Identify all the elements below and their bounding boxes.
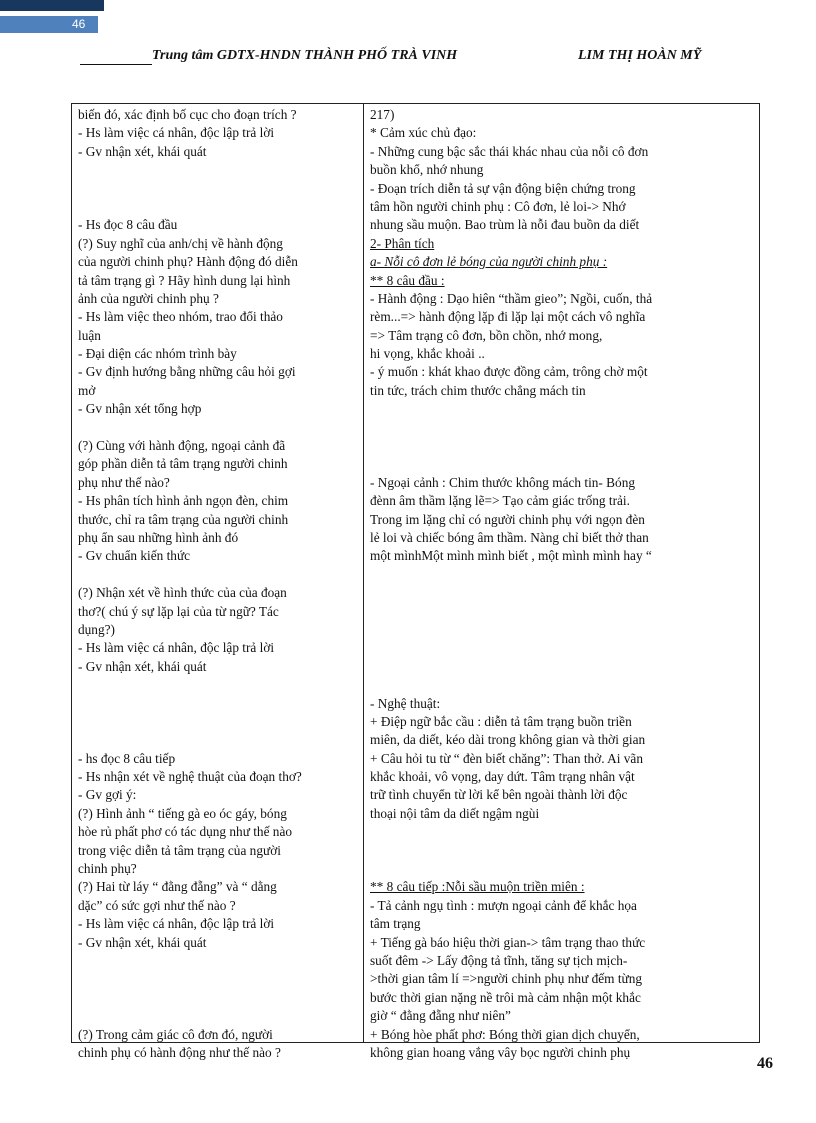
text-line	[78, 695, 360, 713]
text-line: - Hs làm việc cá nhân, độc lập trả lời	[78, 916, 275, 932]
text-line: góp phần diễn tả tâm trạng người chinh	[78, 456, 288, 472]
text-line: - Gv nhận xét, khái quát	[78, 934, 207, 950]
text-line: Trong im lặng chỉ có người chinh phụ với ngọn đèn	[370, 511, 645, 527]
text-line: tin tức, trách chim thước chẳng mách tin	[370, 382, 586, 398]
text-line: - Nghệ thuật:	[370, 695, 441, 711]
text-line	[78, 198, 360, 216]
text-line	[370, 419, 756, 437]
text-line: + Tiếng gà báo hiệu thời gian-> tâm trạng thao thức	[370, 934, 646, 950]
text-line: mở	[78, 382, 96, 398]
text-line: đènn âm thầm lặng lẽ=> Tạo cảm giác trống trải.	[370, 493, 630, 509]
text-line: buồn khổ, nhớ nhung	[370, 162, 484, 178]
lesson-table	[71, 103, 760, 1060]
text-line	[78, 419, 360, 437]
text-line	[78, 713, 360, 731]
text-line: của người chinh phụ? Hành động đó diễn	[78, 254, 298, 270]
text-line: - Những cung bậc sắc thái khác nhau của nỗi cô đơn	[370, 143, 649, 159]
text-line: luận	[78, 327, 101, 343]
text-line: - Hành động : Dạo hiên “thầm gieo”; Ngồi, cuốn, thả	[370, 290, 653, 306]
text-line: không gian hoang vắng vây bọc người chinh phụ	[370, 1044, 631, 1060]
text-line: thoại nội tâm da diết ngậm ngùi	[370, 805, 540, 821]
text-line: ảnh của người chinh phụ ?	[78, 290, 219, 306]
text-line: hi vọng, khắc khoải ..	[370, 346, 485, 362]
text-line	[78, 989, 360, 1007]
text-line: tả tâm trạng gì ? Hãy hình dung lại hình	[78, 272, 291, 288]
text-line	[370, 584, 756, 602]
text-line: - Đại diện các nhóm trình bày	[78, 346, 237, 362]
text-line: một mìnhMột mình mình biết , một mình mình hay “	[370, 548, 652, 564]
text-line: - Tả cảnh ngụ tình : mượn ngoại cảnh để khắc họa	[370, 897, 637, 913]
text-line: dặc” có sức gợi như thế nào ?	[78, 897, 236, 913]
text-line: nhung sầu muộn. Bao trùm là nỗi đau buồn da diết	[370, 217, 640, 233]
text-line	[370, 676, 756, 694]
text-line: >thời gian tâm lí =>người chinh phụ như đếm từng	[370, 971, 643, 987]
text-line: - ý muốn : khát khao được đồng cảm, trông chờ một	[370, 364, 648, 380]
text-line: - hs đọc 8 câu tiếp	[78, 750, 176, 766]
text-line: bước thời gian nặng nề trôi mà cảm nhận một khắc	[370, 989, 641, 1005]
text-line	[370, 823, 756, 841]
text-line: (?) Nhận xét về hình thức của của đoạn	[78, 585, 287, 601]
text-line: khắc khoải, vô vọng, day dứt. Tâm trạng nhân vật	[370, 769, 635, 785]
text-line: - Hs làm việc theo nhóm, trao đổi thảo	[78, 309, 283, 325]
text-line	[370, 437, 756, 455]
header-author: LIM THỊ HOÀN MỸ	[578, 48, 702, 63]
text-line: thơ?( chú ý sự lặp lại của từ ngữ? Tác	[78, 603, 279, 619]
header-institution: Trung tâm GDTX-HNDN THÀNH PHỐ TRÀ VINH	[152, 48, 458, 63]
text-line: biến đó, xác định bố cục cho đoạn trích ?	[78, 107, 297, 122]
text-line	[78, 731, 360, 749]
lesson-content-column	[370, 106, 756, 1062]
text-line	[370, 455, 756, 473]
header-page-number: 46	[72, 17, 86, 31]
text-line	[78, 952, 360, 970]
text-line: (?) Trong cảm giác cô đơn đó, người	[78, 1026, 273, 1042]
text-line: - Hs nhận xét về nghệ thuật của đoạn thơ?	[78, 769, 302, 785]
text-line	[370, 842, 756, 860]
text-line: trong việc diễn tả tâm trạng của người	[78, 842, 281, 858]
text-line: - Gv nhận xét tổng hợp	[78, 401, 202, 417]
text-line: chinh phụ?	[78, 861, 137, 877]
text-line: (?) Hai từ láy “ đằng đẵng” và “ dằng	[78, 879, 277, 895]
text-line	[370, 603, 756, 621]
text-line: lẻ loi và chiếc bóng âm thầm. Nàng chỉ biết thở than	[370, 529, 649, 545]
text-line: * Cảm xúc chủ đạo:	[370, 125, 477, 141]
text-line: + Điệp ngữ bắc cầu : diễn tả tâm trạng buồn triền	[370, 713, 632, 729]
text-line: trữ tình chuyển từ lời kể bên ngoài thành lời độc	[370, 787, 628, 803]
text-line: ** 8 câu tiếp :Nỗi sầu muộn triền miên :	[370, 879, 585, 895]
text-line: - Gv định hướng bằng những câu hỏi gợi	[78, 364, 296, 380]
text-line: - Ngoại cảnh : Chim thước không mách tin- Bóng	[370, 474, 635, 490]
text-line: (?) Hình ảnh “ tiếng gà eo óc gáy, bóng	[78, 805, 287, 821]
text-line: - Hs làm việc cá nhân, độc lập trả lời	[78, 125, 275, 141]
footer-page-number: 46	[757, 1055, 773, 1072]
text-line: + Bóng hòe phất phơ: Bóng thời gian dịch chuyển,	[370, 1026, 640, 1042]
text-line: - Hs đọc 8 câu đầu	[78, 217, 178, 233]
text-line	[370, 566, 756, 584]
text-line: - Gv gợi ý:	[78, 787, 137, 803]
text-line: + Câu hỏi tu từ “ đèn biết chăng”: Than thở. Ai vãn	[370, 750, 643, 766]
text-line: - Gv nhận xét, khái quát	[78, 143, 207, 159]
text-line: thước, chỉ ra tâm trạng của người chinh	[78, 511, 289, 527]
header-rule	[80, 64, 152, 65]
text-line: phụ như thế nào?	[78, 474, 170, 490]
text-line: rèm...=> hành động lặp đi lặp lại một cách vô nghĩa	[370, 309, 646, 325]
text-line: miên, da diết, kéo dài trong không gian và thời gian	[370, 732, 646, 748]
text-line	[78, 180, 360, 198]
text-line	[370, 400, 756, 418]
text-line: 217)	[370, 107, 395, 122]
text-line: dụng?)	[78, 621, 115, 637]
text-line: - Hs phân tích hình ảnh ngọn đèn, chim	[78, 493, 289, 509]
text-line: a- Nỗi cô đơn lẻ bóng của người chinh phụ :	[370, 254, 608, 270]
text-line	[78, 161, 360, 179]
text-line: giờ “ đằng đẵng như niên”	[370, 1008, 511, 1024]
text-line: ** 8 câu đầu :	[370, 272, 445, 288]
text-line	[78, 566, 360, 584]
text-line: hòe rủ phất phơ có tác dụng như thế nào	[78, 824, 293, 840]
text-line	[78, 970, 360, 988]
teacher-student-activity-column	[78, 106, 360, 1062]
text-line: chinh phụ có hành động như thế nào ?	[78, 1044, 281, 1060]
column-divider	[363, 104, 364, 1042]
text-line: tâm hồn người chinh phụ : Cô đơn, lẻ loi-> Nhớ	[370, 198, 626, 214]
text-line	[370, 658, 756, 676]
text-line: => Tâm trạng cô đơn, bồn chồn, nhớ mong,	[370, 327, 603, 343]
text-line: phụ ẩn sau những hình ảnh đó	[78, 529, 239, 545]
text-line: tâm trạng	[370, 916, 421, 932]
text-line: 2- Phân tích	[370, 235, 435, 251]
text-line	[370, 860, 756, 878]
text-line: (?) Cùng với hành động, ngoại cảnh đã	[78, 438, 286, 454]
header-tab-dark	[0, 0, 104, 11]
text-line: - Hs làm việc cá nhân, độc lập trả lời	[78, 640, 275, 656]
text-line	[370, 621, 756, 639]
text-line: (?) Suy nghĩ của anh/chị về hành động	[78, 235, 283, 251]
text-line: suốt đêm -> Lấy động tả tĩnh, tăng sự tịch mịch-	[370, 952, 628, 968]
text-line	[78, 1007, 360, 1025]
text-line: - Gv chuẩn kiến thức	[78, 548, 191, 564]
text-line: - Đoạn trích diễn tả sự vận động biện chứng trong	[370, 180, 636, 196]
text-line	[370, 639, 756, 657]
text-line: - Gv nhận xét, khái quát	[78, 658, 207, 674]
text-line	[78, 676, 360, 694]
